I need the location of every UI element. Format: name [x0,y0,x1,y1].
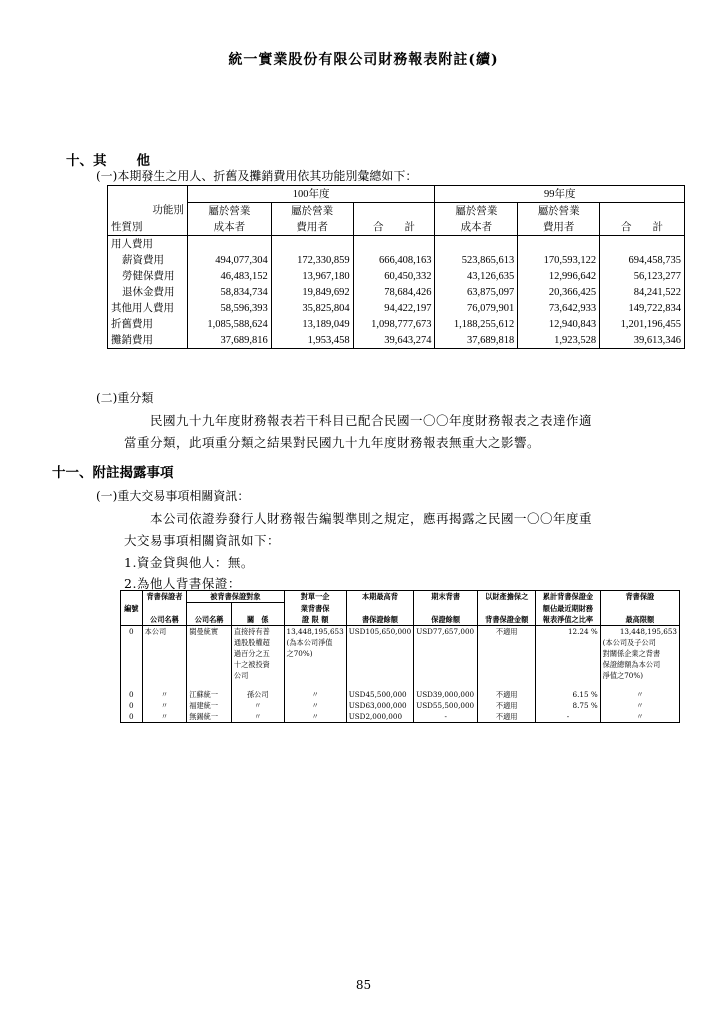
hdr-target: 被背書保證對象 [187,591,284,603]
hdr-end-l1: 期末背書 [414,591,478,603]
table-row [108,316,685,332]
cell: 39,613,346 [600,332,685,349]
section-10-heading-num: 十、其 [66,153,107,169]
section-11-heading: 十一、附註揭露事項 [52,465,174,481]
cell-no: 0 [121,625,143,689]
cell: 63,875,097 [435,284,518,300]
col-total-99-l1 [600,203,685,220]
cap-note: (本公司及子公司 [602,637,656,647]
col-total-100-l1 [353,203,435,220]
cell: 78,684,426 [353,284,435,300]
hdr-cap-gap [600,603,679,614]
row-label: 其他用人費用 [108,300,188,316]
col-exp-99-l1: 屬於營業 [518,203,600,220]
cell-guarantor: 〃 [142,700,187,711]
hdr-coll-l2: 背書保證金額 [478,614,536,626]
hdr-guarantor-name: 公司名稱 [142,614,187,626]
relation-line: 通股股權超 [233,637,270,647]
cell: 172,330,859 [271,252,353,268]
hdr-no: 編號 [121,603,143,614]
page-number: 85 [355,978,372,992]
cell [518,236,600,253]
cell-coll: 不適用 [478,689,536,700]
table-row [108,284,685,300]
hdr-limit-l1: 對單一企 [284,591,346,603]
cell: 39,643,274 [353,332,435,349]
col-total-99: 合 計 [600,219,685,236]
hdr-limit-l3: 證 限 額 [284,614,346,626]
cell-target: 閩曼統實 [187,625,232,689]
hdr-end-l2: 保證餘額 [414,614,478,626]
cell [435,236,518,253]
cell-target: 江蘇統一 [187,689,232,700]
row-label: 退休金費用 [108,284,188,300]
cell: 12,996,642 [518,268,600,284]
cell: 1,085,588,624 [187,316,271,332]
cell: 43,126,635 [435,268,518,284]
hdr-max-gap [346,603,413,614]
cell-target: 福建統一 [187,700,232,711]
hdr-cap-l2: 最高限額 [600,614,679,626]
col-exp-100-l2: 費用者 [271,219,353,236]
cell: 58,596,393 [187,300,271,316]
cell-no: 0 [121,711,143,723]
relation-line: 直接持有普 [233,626,270,636]
cell-cap: 〃 [600,700,679,711]
hdr-coll-gap [478,603,536,614]
cap-note: 淨值之70%) [602,670,643,680]
table-row [108,236,685,253]
cell: 58,834,734 [187,284,271,300]
cell [187,236,271,253]
hdr-guarantor-gap [142,603,187,614]
cell-coll: 不適用 [478,700,536,711]
cap-note: 對關係企業之背書 [602,648,661,658]
hdr-no-top [121,591,143,603]
cell-relation: 〃 [231,711,284,723]
cell: 494,077,304 [187,252,271,268]
table-row [121,689,680,700]
cell: 84,241,522 [600,284,685,300]
table-row [121,700,680,711]
year-99-header: 99年度 [435,186,685,203]
cell-end: USD55,500,000 [414,700,478,711]
guarantee-table [120,590,680,723]
cell-coll: 不適用 [478,625,536,689]
cell: 13,189,049 [271,316,353,332]
cell [600,236,685,253]
cell: 60,450,332 [353,268,435,284]
section-10-sub2: (二)重分類 [96,391,154,405]
cell-ratio: 6.15 % [536,689,600,700]
cell: 1,201,196,455 [600,316,685,332]
table-row [108,300,685,316]
corner-cell-top [108,186,188,203]
reclass-paragraph-line1: 民國九十九年度財務報表若干科目已配合民國一〇〇年度財務報表之表達作適 [150,413,593,428]
cell-max: USD2,000,000 [346,711,413,723]
table-row [121,711,680,723]
cell-guarantor: 〃 [142,689,187,700]
hdr-guarantor: 背書保證者 [142,591,187,603]
col-total-100: 合 計 [353,219,435,236]
table-row [108,252,685,268]
cell: 170,593,122 [518,252,600,268]
cell-max: USD105,650,000 [346,625,413,689]
cell-relation: 〃 [231,700,284,711]
cell-no: 0 [121,700,143,711]
col-cost-99-l1: 屬於營業 [435,203,518,220]
hdr-target-rel: 關 係 [231,614,284,626]
cell-relation: 孫公司 [231,689,284,700]
row-label: 勞健保費用 [108,268,188,284]
cell: 1,953,458 [271,332,353,349]
cell-end: - [414,711,478,723]
row-label: 攤銷費用 [108,332,188,349]
cell: 523,865,613 [435,252,518,268]
page-title: 統一實業股份有限公司財務報表附註(續) [228,52,499,68]
limit-note: (為本公司淨值 [286,637,333,647]
cell [271,236,353,253]
cell-limit: 〃 [284,700,346,711]
corner-nature-label: 性質別 [108,219,188,236]
cell-end: USD77,657,000 [414,625,478,689]
cell-cap [600,625,679,689]
hdr-max-l2: 書保證餘額 [346,614,413,626]
expense-table [107,185,685,349]
hdr-max-l1: 本期最高背 [346,591,413,603]
relation-line: 過百分之五 [233,648,270,658]
cell: 46,483,152 [187,268,271,284]
hdr-ratio-l1: 累計背書保證金 [536,591,600,603]
cap-amount: 13,448,195,653 [619,626,677,636]
hdr-cap-l1: 背書保證 [600,591,679,603]
relation-line: 十之被投資 [233,659,270,669]
cell-relation [231,625,284,689]
hdr-ratio-l3: 報表淨值之比率 [536,614,600,626]
cell [353,236,435,253]
cell-guarantor: 本公司 [142,625,187,689]
cell: 19,849,692 [271,284,353,300]
year-100-header: 100年度 [187,186,435,203]
cell-coll: 不適用 [478,711,536,723]
cell-ratio: 8.75 % [536,700,600,711]
cell-cap: 〃 [600,711,679,723]
section-11-sub1: (一)重大交易事項相關資訊： [96,489,250,503]
table-row [121,625,680,689]
item-1-loans: 1.資金貸與他人：無。 [124,555,254,570]
hdr-ratio-l2: 額佔最近期財務 [536,603,600,614]
limit-amount: 13,448,195,653 [286,626,344,636]
cell-limit [284,625,346,689]
row-label: 薪資費用 [108,252,188,268]
section-10-heading [66,149,150,169]
limit-note: 之70%) [286,648,313,658]
cell: 37,689,816 [187,332,271,349]
hdr-no-bottom [121,614,143,626]
disclosure-paragraph-line2: 大交易事項相關資訊如下： [124,533,281,548]
cell: 13,967,180 [271,268,353,284]
cell: 76,079,901 [435,300,518,316]
hdr-coll-l1: 以財產擔保之 [478,591,536,603]
disclosure-paragraph-line1: 本公司依證券發行人財務報告編製準則之規定，應再揭露之民國一〇〇年度重 [150,511,593,526]
cell: 1,188,255,612 [435,316,518,332]
cell-end: USD39,000,000 [414,689,478,700]
cell-ratio: - [536,711,600,723]
cell: 12,940,843 [518,316,600,332]
col-exp-100-l1: 屬於營業 [271,203,353,220]
cell-max: USD45,500,000 [346,689,413,700]
hdr-end-gap [414,603,478,614]
reclass-paragraph-line2: 當重分類，此項重分類之結果對民國九十九年度財務報表無重大之影響。 [124,435,541,450]
cell-max: USD63,000,000 [346,700,413,711]
row-label: 折舊費用 [108,316,188,332]
cell-no: 0 [121,689,143,700]
cell: 94,422,197 [353,300,435,316]
cell: 37,689,818 [435,332,518,349]
cell-ratio: 12.24 % [536,625,600,689]
cell-limit: 〃 [284,689,346,700]
cell: 73,642,933 [518,300,600,316]
col-exp-99-l2: 費用者 [518,219,600,236]
cell: 149,722,834 [600,300,685,316]
section-10-heading-text: 他 [136,153,150,169]
cell-cap: 〃 [600,689,679,700]
cell: 20,366,425 [518,284,600,300]
hdr-target-gap2 [231,603,284,614]
item-2-guarantees: 2.為他人背書保證： [124,576,241,591]
cell: 1,923,528 [518,332,600,349]
col-cost-100-l1: 屬於營業 [187,203,271,220]
relation-line: 公司 [233,670,249,680]
cell: 35,825,804 [271,300,353,316]
col-cost-99-l2: 成本者 [435,219,518,236]
corner-function-label: 功能別 [108,203,188,220]
hdr-target-name: 公司名稱 [187,614,232,626]
row-label: 用人費用 [108,236,188,253]
section-10-sub1: (一)本期發生之用人、折舊及攤銷費用依其功能別彙總如下： [96,169,418,183]
hdr-target-gap1 [187,603,232,614]
cell: 1,098,777,673 [353,316,435,332]
cell-limit: 〃 [284,711,346,723]
cell: 666,408,163 [353,252,435,268]
cell-guarantor: 〃 [142,711,187,723]
cap-note: 保證總額為本公司 [602,659,661,669]
hdr-limit-l2: 業背書保 [284,603,346,614]
table-row [108,332,685,349]
cell: 56,123,277 [600,268,685,284]
table-row [108,268,685,284]
col-cost-100-l2: 成本者 [187,219,271,236]
cell: 694,458,735 [600,252,685,268]
cell-target: 無錫統一 [187,711,232,723]
